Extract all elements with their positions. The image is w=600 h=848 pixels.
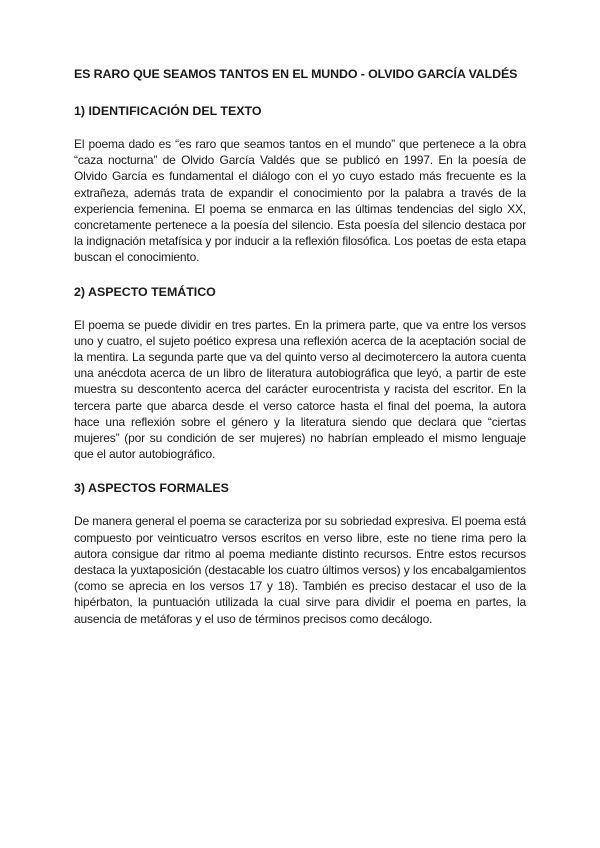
- section-body-identificacion: El poema dado es “es raro que seamos tantos en el mundo” que pertenece a la obra “caza nocturna” de Olvido García Valdés que se publicó en 1997. En la poesía de Olvido García es fundamental el diálogo con el yo cuyo estado más frecuente es la extrañeza, además trata de expandir el conocimiento por la palabra a través de la experiencia femenina. El poema se enmarca en las últimas tendencias del siglo XX, concretamente pertenece a la poesía del silencio. Esta poesía del silencio destaca por la indignación metafísica y por inducir a la reflexión filosófica. Los poetas de esta etapa buscan el conocimiento.: [74, 137, 526, 265]
- section-identificacion: [74, 103, 526, 266]
- document-page: [74, 66, 526, 627]
- section-heading-identificacion: 1) IDENTIFICACIÓN DEL TEXTO: [74, 104, 262, 118]
- section-body-tematico: El poema se puede dividir en tres partes. En la primera parte, que va entre los versos uno y cuatro, el sujeto poético expresa una reflexión acerca de la aceptación social de la mentira. La segunda parte que va del quinto verso al decimotercero la autora cuenta una anécdota acerca de un libro de literatura autobiográfica que leyó, a partir de este muestra su descontento acerca del carácter eurocentrista y racista del escritor. En la tercera parte que abarca desde el verso catorce hasta el final del poema, la autora hace una reflexión sobre el género y la literatura siendo que declara que “ciertas mujeres” (por su condición de ser mujeres) no habrían empleado el mismo lenguaje que el autor autobiográfico.: [74, 317, 526, 462]
- section-body-formales: De manera general el poema se caracteriza por su sobriedad expresiva. El poema está compuesto por veinticuatro versos escritos en verso libre, este no tiene rima pero la autora consigue dar ritmo al poema mediante distinto recursos. Entre estos recursos destaca la yuxtaposición (destacable los cuatro últimos versos) y los encabalgamientos (como se aprecia en los versos 17 y 18). También es preciso destacar el uso de la hipérbaton, la puntuación utilizada la cual sirve para dividir el poema en partes, la ausencia de metáforas y el uso de términos precisos como decálogo.: [74, 514, 526, 626]
- section-heading-tematico: 2) ASPECTO TEMÁTICO: [74, 284, 216, 299]
- section-formales: [74, 480, 526, 626]
- document-title: ES RARO QUE SEAMOS TANTOS EN EL MUNDO - OLVIDO GARCÍA VALDÉS: [74, 67, 518, 81]
- section-tematico: [74, 284, 526, 463]
- section-heading-formales: 3) ASPECTOS FORMALES: [74, 481, 229, 496]
